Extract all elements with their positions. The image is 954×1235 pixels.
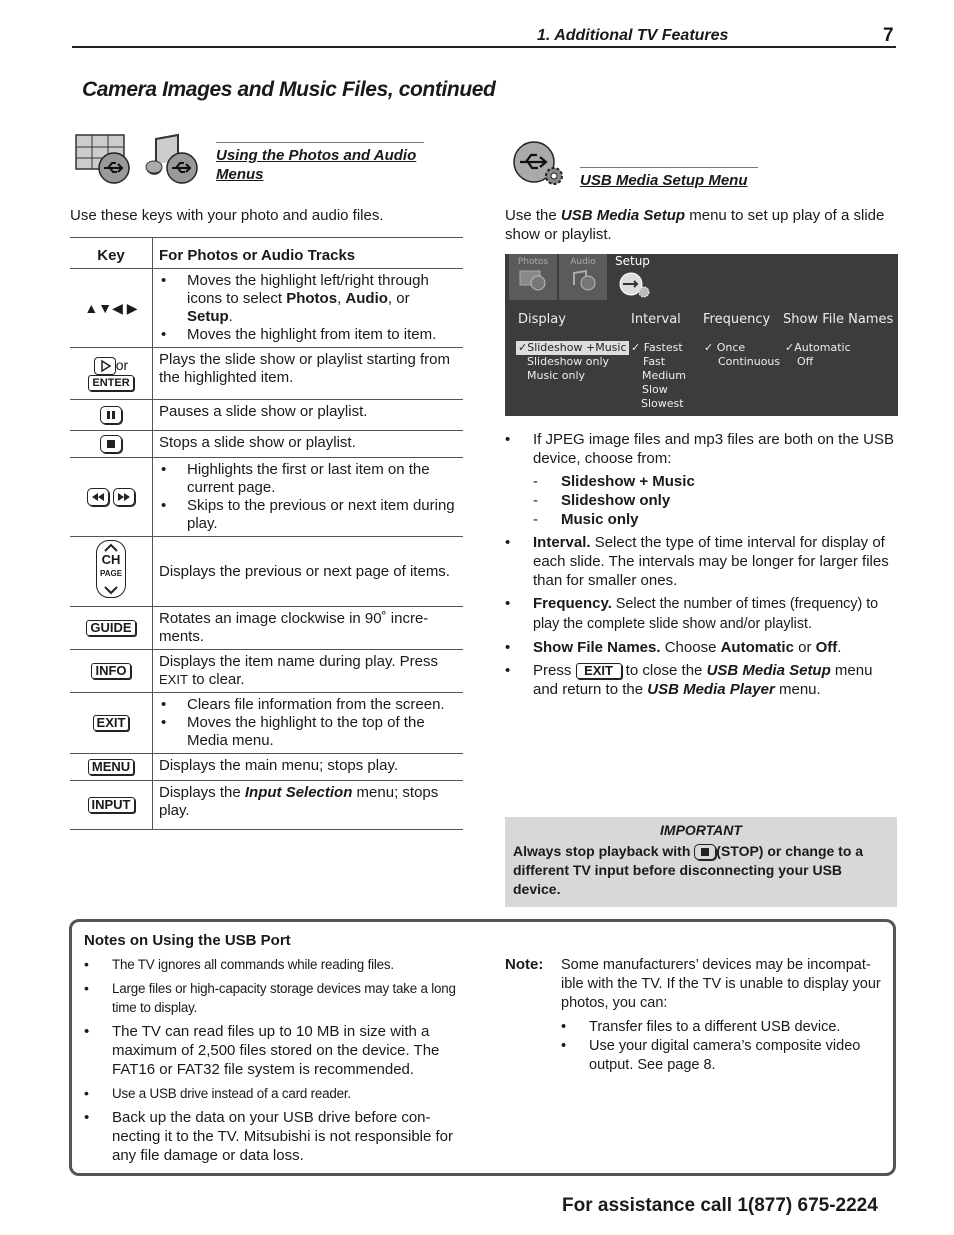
important-callout <box>505 817 897 907</box>
assistance-footer: For assistance call 1(877) 675-2224 <box>562 1195 878 1216</box>
usb-setup-subhead: USB Media Setup Menu <box>580 167 758 190</box>
setup-usb-icon <box>617 270 655 300</box>
filenames-option[interactable]: ✓Automatic <box>785 341 851 354</box>
list-item: • Interval. Select the type of time interval for display of each slide. The intervals may be longer for larger files than for smaller ones. <box>505 534 889 589</box>
list-item: • Use your digital camera’s composite video output. See page 8. <box>561 1038 861 1073</box>
left-intro: Use these keys with your photo and audio files. <box>70 207 384 224</box>
list-item: • Skips to the previous or next item during play. <box>187 497 457 533</box>
photos-icon <box>76 135 129 183</box>
guide-desc: Rotates an image clockwise in 90˚ incre-ments. <box>153 607 464 650</box>
tab-photos: Photos <box>509 254 557 300</box>
list-item: • Press EXIT to close the USB Media Setup menu and return to the USB Media Player menu. <box>505 662 873 698</box>
table-row <box>70 458 463 537</box>
choice-slideshow-music: Slideshow + Music <box>561 473 695 490</box>
arrow-keys-icon: ▲▼◀ ▶ <box>70 269 153 348</box>
list-item: • The TV ignores all commands while reading files. <box>84 956 394 972</box>
usb-setup-icon <box>508 138 570 190</box>
table-row <box>70 537 463 607</box>
table-row <box>70 269 463 348</box>
photos-audio-icons <box>74 133 206 185</box>
table-row <box>70 400 463 431</box>
table-row <box>70 781 463 830</box>
display-option-selected[interactable]: ✓Slideshow +Music <box>518 341 627 354</box>
frequency-option[interactable]: ✓ Once <box>704 341 746 354</box>
audio-icon <box>146 135 197 183</box>
table-row <box>70 650 463 693</box>
list-item: • Clears file information from the screen. <box>187 696 457 714</box>
list-item: • Show File Names. Choose Automatic or Off. <box>505 639 842 656</box>
list-item: • Highlights the first or last item on the current page. <box>187 461 457 497</box>
stop-desc: Stops a slide show or playlist. <box>153 431 464 458</box>
info-desc: Displays the item name during play. Press EXIT to clear. <box>153 650 464 693</box>
section-title: 1. Additional TV Features <box>537 27 729 44</box>
interval-option[interactable]: Medium <box>642 369 686 382</box>
display-option[interactable]: Music only <box>527 369 586 382</box>
enter-key-icon: ENTER <box>88 375 133 391</box>
interval-option[interactable]: Fast <box>643 355 666 368</box>
filenames-option[interactable]: Off <box>797 355 814 368</box>
important-title: IMPORTANT <box>660 822 742 838</box>
table-row <box>70 607 463 650</box>
info-key-icon: INFO <box>91 663 130 679</box>
table-row <box>70 693 463 754</box>
list-item: • Use a USB drive instead of a card reader. <box>84 1085 351 1101</box>
choice-music-only: Music only <box>561 511 639 528</box>
notes-title: Notes on Using the USB Port <box>84 932 291 949</box>
table-row <box>70 754 463 781</box>
exit-key-icon: EXIT <box>576 663 622 679</box>
page-title: Camera Images and Music Files, continued <box>82 78 496 101</box>
guide-key-icon: GUIDE <box>86 620 135 636</box>
play-desc: Plays the slide show or playlist starting from the highlighted item. <box>153 348 464 400</box>
stop-icon <box>100 435 122 453</box>
menu-desc: Displays the main menu; stops play. <box>153 754 464 781</box>
col-show-file-names: Show File Names <box>783 312 894 327</box>
note-text: Some manufacturers’ devices may be incompat-ible with the TV. If the TV is unable to display your photos, you can: • Transfer files to a different USB device. • Use your digital camera’s composite video output. See page 8. <box>561 956 886 1075</box>
rewind-icon <box>87 488 109 506</box>
note-label: Note: <box>505 956 544 973</box>
fast-forward-icon <box>113 488 135 506</box>
play-icon <box>94 357 116 375</box>
col-key: Key <box>70 238 153 269</box>
list-item: • Back up the data on your USB drive before con-necting it to the TV. Mitsubishi is not responsible for any file damage or data loss. <box>84 1109 454 1164</box>
interval-option[interactable]: Slow <box>642 383 668 396</box>
right-intro: Use the USB Media Setup menu to set up play of a slide show or playlist. <box>505 207 885 243</box>
list-item: • Moves the highlight to the top of the Media menu. <box>187 714 457 750</box>
photos-audio-subhead: Using the Photos and Audio Menus <box>216 142 424 184</box>
table-row <box>70 431 463 458</box>
table-row: or ENTER Plays the slide show or playlist starting from the highlighted item. <box>70 348 463 400</box>
setup-options-list <box>505 430 900 703</box>
keys-table <box>70 237 463 830</box>
exit-key-icon: EXIT <box>93 715 130 731</box>
display-option[interactable]: Slideshow only <box>527 355 610 368</box>
ch-page-icon: CH PAGE <box>96 540 126 598</box>
table-header-row <box>70 238 463 269</box>
list-item: • Moves the highlight from item to item. <box>187 326 457 344</box>
list-item: • Moves the highlight left/right through icons to select Photos, Audio, or Setup. <box>187 272 457 326</box>
frequency-option[interactable]: Continuous <box>718 355 781 368</box>
list-item: • Transfer files to a different USB device. <box>561 1019 841 1035</box>
input-key-icon: INPUT <box>88 797 135 813</box>
list-item: • Large files or high-capacity storage devices may take a long time to display. <box>84 980 456 1015</box>
pause-desc: Pauses a slide show or playlist. <box>153 400 464 431</box>
important-text: Always stop playback with (STOP) or change to a different TV input before disconnecting your USB device. <box>513 843 864 897</box>
col-display: Display <box>518 312 566 327</box>
tab-audio: Audio <box>559 254 607 300</box>
pause-icon <box>100 406 122 424</box>
list-item: • If JPEG image files and mp3 files are both on the USB device, choose from: - Slideshow + Music - Slideshow only - Music only <box>505 431 895 528</box>
interval-option[interactable]: ✓ Fastest <box>631 341 683 354</box>
stop-icon <box>694 844 716 860</box>
header-rule <box>72 46 896 48</box>
input-desc: Displays the Input Selection menu; stops play. <box>153 781 464 830</box>
list-item: • The TV can read files up to 10 MB in size with a maximum of 2,500 files stored on the device. The FAT16 or FAT32 file system is recommended. <box>84 1023 440 1078</box>
ch-page-desc: Displays the previous or next page of items. <box>153 537 464 607</box>
list-item: • Frequency. Select the number of times (frequency) to play the complete slide show and/or playlist. <box>505 595 879 632</box>
choice-slideshow-only: Slideshow only <box>561 492 671 509</box>
menu-key-icon: MENU <box>88 759 134 775</box>
tab-setup: Setup <box>615 254 650 268</box>
page-number: 7 <box>883 25 894 46</box>
notes-list <box>84 955 469 1170</box>
col-function: For Photos or Audio Tracks <box>153 238 464 269</box>
col-interval: Interval <box>631 312 681 327</box>
interval-option[interactable]: Slowest <box>641 397 684 410</box>
col-frequency: Frequency <box>703 312 771 327</box>
usb-media-setup-screenshot <box>505 254 898 416</box>
